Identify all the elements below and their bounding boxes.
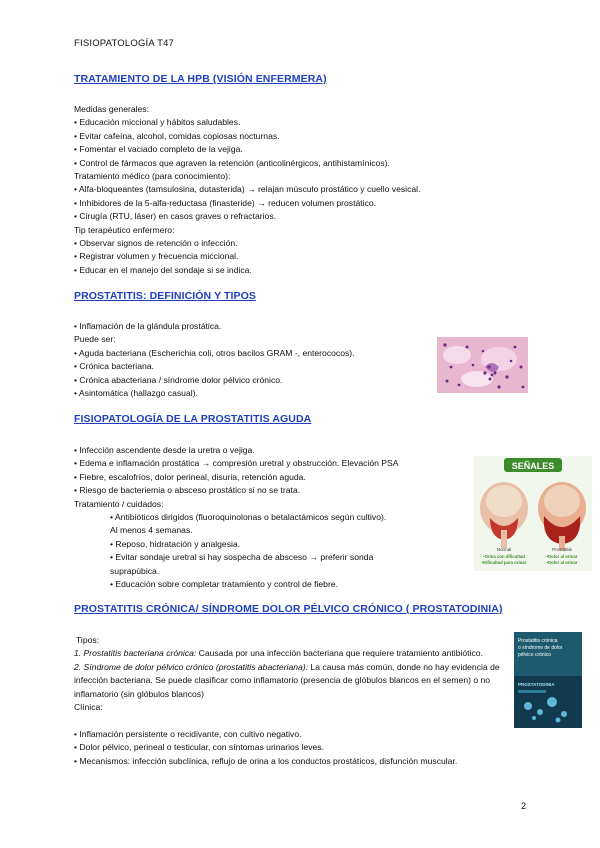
- image-label: •Orina con dificultad: [483, 554, 525, 559]
- section-title-hpb: TRATAMIENTO DE LA HPB (VISIÓN ENFERMERA): [74, 73, 327, 85]
- clinical-list: [74, 728, 457, 768]
- line: Medidas generales:: [74, 104, 150, 114]
- line: • Crónica bacteriana.: [74, 361, 154, 372]
- type-item-2: [74, 661, 506, 701]
- line: • Fiebre, escalofríos, dolor perineal, disuria, retención aguda.: [74, 471, 306, 482]
- image-label-prostatitis: Prostatitis: [552, 547, 572, 552]
- prostate-signs-image: [474, 456, 592, 571]
- line: • Inhibidores de la 5-alfa-reductasa (finasteride) → reducen volumen prostático.: [74, 197, 377, 208]
- line: • Registrar volumen y frecuencia miccional.: [74, 251, 239, 262]
- image-label: •Dolor al orinar: [546, 560, 578, 565]
- page-number: 2: [521, 801, 527, 811]
- line: • Evitar cafeína, alcohol, comidas copiosas nocturnas.: [74, 130, 280, 141]
- image-label: •Dificultad para orinar: [481, 560, 527, 565]
- image-label-normal: Normal: [496, 547, 512, 552]
- section-body-prostatitis: [74, 320, 355, 400]
- care-line: • Antibióticos dirigidos (fluoroquinolonas o betalactámicos según cultivo).: [110, 511, 387, 522]
- type-item-1: [74, 647, 506, 660]
- line: • Observar signos de retención o infección.: [74, 237, 238, 248]
- section-title-chronic: PROSTATITIS CRÓNICA/ SÍNDROME DOLOR PÉLVICO CRÓNICO ( PROSTATODINIA): [74, 603, 503, 615]
- line: • Mecanismos: infección subclínica, reflujo de orina a los conductos prostáticos, disfunción muscular.: [74, 755, 458, 766]
- care-line: Al menos 4 semanas.: [110, 525, 193, 536]
- section-body-acute: [74, 444, 398, 591]
- line: • Educar en el manejo del sondaje si se indica.: [74, 264, 252, 275]
- line: • Fomentar el vaciado completo de la vejiga.: [74, 144, 243, 155]
- line: • Inflamación de la glándula prostática.: [74, 321, 222, 331]
- histology-image: [437, 337, 528, 393]
- line: • Control de fármacos que agraven la retención (anticolinérgicos, antihistamínicos).: [74, 157, 390, 168]
- care-line: • Educación sobre completar tratamiento y control de fiebre.: [110, 578, 338, 589]
- line: Tip terapéutico enfermero:: [74, 224, 175, 235]
- line: • Aguda bacteriana (Escherichia coli, otros bacilos GRAM -, enterococos).: [74, 347, 355, 358]
- image-title: Prostatitis crónica o síndrome de dolor pélvico crónico: [518, 638, 563, 658]
- care-line: • Reposo, hidratación y analgesia.: [110, 538, 241, 549]
- type-name: 1. Prostatitis bacteriana crónica:: [74, 648, 197, 659]
- line: • Riesgo de bacteriemia o absceso prostático si no se trata.: [74, 485, 301, 496]
- line: Tratamiento médico (para conocimiento):: [74, 170, 231, 181]
- line: • Asintomática (hallazgo casual).: [74, 387, 198, 398]
- care-line: • Evitar sondaje uretral si hay sospecha de absceso → preferir sonda: [110, 552, 374, 563]
- section-body-chronic: [74, 634, 506, 714]
- line: Tratamiento / cuidados:: [74, 498, 164, 509]
- type-name: 2. Síndrome de dolor pélvico crónico (prostatitis abacteriana):: [74, 661, 309, 672]
- image-subtitle: PROSTATODINIA: [518, 682, 555, 687]
- chronic-info-image: [514, 632, 582, 728]
- section-body-hpb: [74, 103, 420, 277]
- image-title: SEÑALES: [511, 461, 555, 471]
- care-line: suprapúbica.: [110, 565, 160, 576]
- line: • Dolor pélvico, perineal o testicular, con síntomas urinarios leves.: [74, 742, 324, 753]
- page-header: FISIOPATOLOGÍA T47: [74, 38, 175, 49]
- type-desc: La causa más común, donde no hay evidencia de infección bacteriana. Se puede clasificar como inflamatorio (presencia de glóbulos blancos en el semen) o no inflamatorio (sin glóbulos blancos): [74, 661, 500, 699]
- line: • Inflamación persistente o recidivante, con cultivo negativo.: [74, 729, 302, 739]
- line: Tipos:: [76, 635, 100, 645]
- image-label: •Dolor al orinar: [546, 554, 578, 559]
- section-title-prostatitis: PROSTATITIS: DEFINICIÓN Y TIPOS: [74, 290, 257, 302]
- line: • Educación miccional y hábitos saludables.: [74, 117, 241, 128]
- line: • Edema e inflamación prostática → compresión uretral y obstrucción. Elevación PSA: [74, 458, 399, 469]
- line: • Cirugía (RTU, láser) en casos graves o refractarios.: [74, 211, 277, 222]
- line: • Crónica abacteriana / síndrome dolor pélvico crónico.: [74, 374, 283, 385]
- line: Clínica:: [74, 702, 103, 713]
- line: Puede ser:: [74, 334, 116, 345]
- line: • Alfa-bloqueantes (tamsulosina, dutasterida) → relajan músculo prostático y cuello vesical.: [74, 184, 421, 195]
- section-title-acute: FISIOPATOLOGÍA DE LA PROSTATITIS AGUDA: [74, 413, 312, 425]
- type-desc: Causada por una infección bacteriana que requiere tratamiento antibiótico.: [196, 648, 483, 659]
- line: • Infección ascendente desde la uretra o vejiga.: [74, 445, 255, 455]
